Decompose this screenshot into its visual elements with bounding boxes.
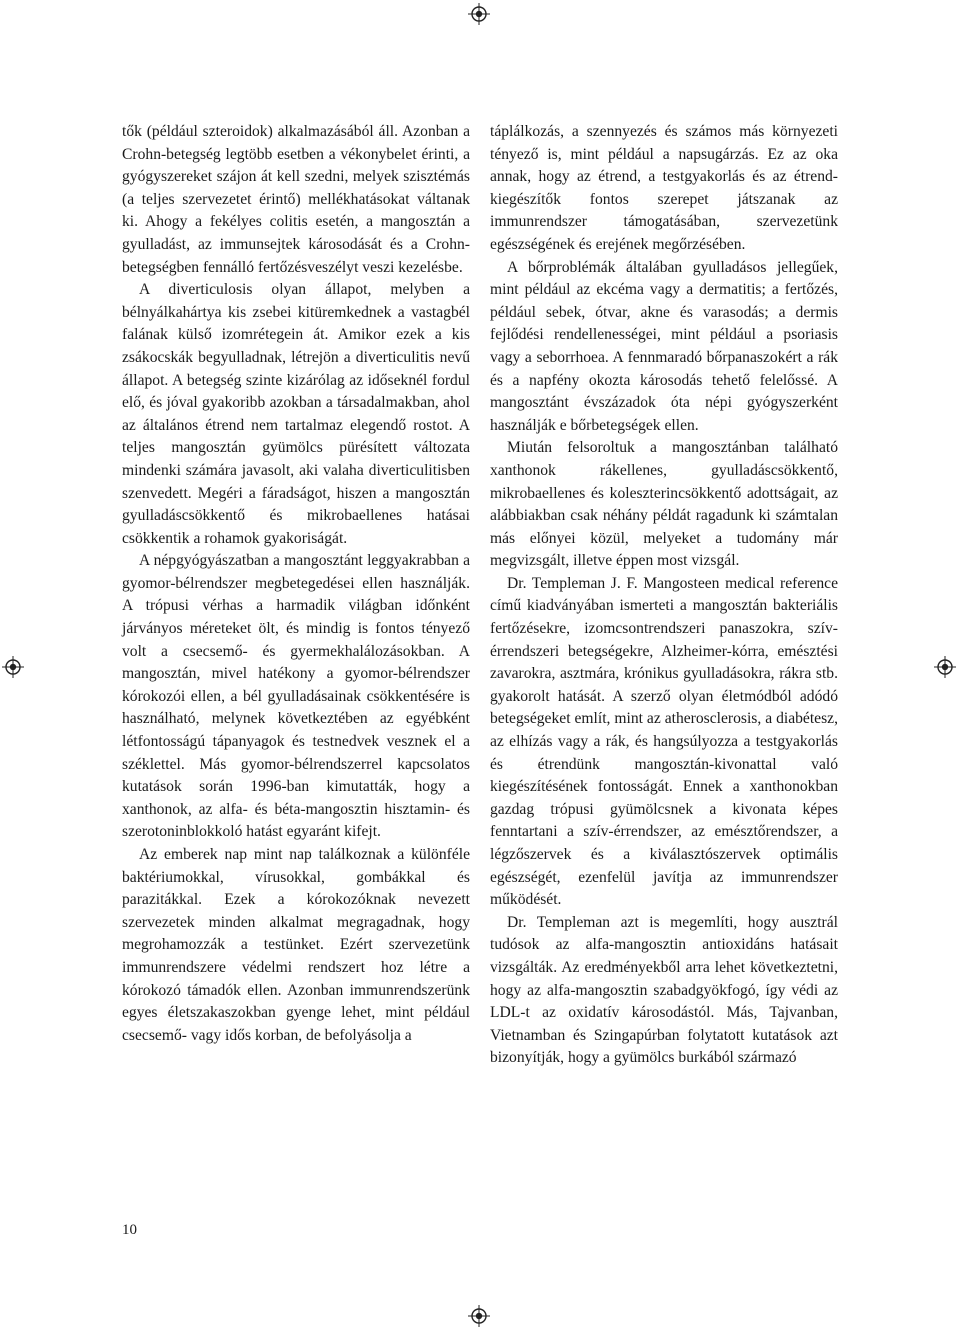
registration-mark-icon [468, 1305, 490, 1327]
registration-mark-icon [2, 656, 24, 678]
paragraph: Dr. Templeman azt is megemlíti, hogy ausztrál tudósok az alfa-mangosztin antioxidáns hatásait vizsgálták. Az eredményekből arra lehet következtetni, hogy az alfa-mangosztin szabadgyökfogó, így védi az LDL-t az oxidatív károsodástól. Más, Tajvanban, Vietnamban és Szingapúrban folytatott kutatások azt bizonyítják, hogy a gyümölcs burkából származó [490, 913, 838, 1067]
paragraph: tők (például szteroidok) alkalmazásából áll. Azonban a Crohn-betegség legtöbb esetben a vékonybelet érinti, a gyógyszereket szájon át kell szedni, melyek szisztémás (a teljes szervezetet érintő) mellékhatásokat váltanak ki. Ahogy a fekélyes colitis esetén, a mangosztán a gyulladást, az immunsejtek károsodását és a Crohn-betegségben fennálló fertőzésveszélyt veszi kezelésbe. [122, 123, 470, 276]
paragraph: A népgyógyászatban a mangosztánt leggyakrabban a gyomor-bélrendszer megbetegedései ellen használják. A trópusi vérhas a harmadik világban időnként járványos méreteket ölt, és mindig is fontos tényező volt a csecsemő- és gyermekhalálozásokban. A mangosztán, mivel hatékony a gyomor-bélrendszer kórokozói ellen, a bél gyulladásainak csökkentésére is használható, melynek következtében az egyébként létfontosságú tápanyagok és testnedvek vesznek el a széklettel. Más gyomor-bélrendszerrel kapcsolatos kutatások során 1996-ban kimutatták, hogy a xanthonok, az alfa- és béta-mangosztin hisztamin- és szerotoninblokkoló hatást egyaránt kifejt. [122, 552, 470, 841]
registration-mark-top [468, 3, 490, 25]
registration-mark-icon [468, 3, 490, 25]
left-column [122, 121, 470, 1047]
right-column [490, 121, 838, 1070]
registration-mark-left [2, 656, 24, 678]
registration-mark-bottom [468, 1305, 490, 1327]
paragraph: Az emberek nap mint nap találkoznak a különféle baktériumokkal, vírusokkal, gombákkal és parazitákkal. Ezek a kórokozóknak nevezett szervezetek minden alkalmat megragadnak, hogy megrohamozzák a testünket. Ezért szervezetünk immunrendszere védelmi rendszert hoz létre a kórokozó támadók ellen. Azonban immunrendszerünk egyes életszakaszokban gyenge lehet, mint például csecsemő- vagy idős korban, de befolyásolja a [122, 846, 470, 1044]
paragraph: Miután felsoroltuk a mangosztánban található xanthonok rákellenes, gyulladáscsökkentő, mikrobaellenes és koleszterincsökkentő adottságait, az alábbiakban csak néhány példát ragadunk ki számtalan más előnyei közül, melyeket a tudomány már megvizsgált, illetve éppen most vizsgál. [490, 439, 838, 570]
registration-mark-right [934, 656, 956, 678]
paragraph: A bőrproblémák általában gyulladásos jellegűek, mint például az ekcéma vagy a dermatitis; a fertőzés, például sebek, ótvar, akne és varasodás; a dermis fejlődési rendellenességei, mint például a psoriasis vagy a seborrhoea. A fennmaradó bőrpanaszokért a rák és a napfény okozta károsodás tehető felelőssé. A mangosztánt évszázadok óta népi gyógyszerként használják e bőrbetegségek ellen. [490, 258, 838, 434]
paragraph: A diverticulosis olyan állapot, melyben a bélnyálkahártya kis zsebei kitüremkednek a vastagbél falának külső izomrétegein át. Amikor ezek a kis zsákocskák begyulladnak, létrejön a diverticulitis nevű állapot. A betegség szinte kizárólag az időseknél fordul elő, és jóval gyakoribb azokban a társadalmakban, ahol az általános étrend nem tartalmaz elegendő rostot. A teljes mangosztán gyümölcs pürésített változata mindenki számára javasolt, aki valaha diverticulitisben szenvedett. Megéri a fáradságot, hiszen a mangosztán gyulladáscsökkentő és mikrobaellenes hatásai csökkentik a rohamok gyakoriságát. [122, 281, 470, 547]
paragraph: Dr. Templeman J. F. Mangosteen medical reference című kiadványában ismerteti a mangosztán bakteriális fertőzésekre, izomcsontrendszeri panaszokra, szív-érrendszeri betegségekre, Alzheimer-kórra, emésztési zavarokra, asztmára, krónikus gyulladásokra, rákra stb. gyakorolt hatását. A szerző olyan életmódból adódó betegségeket említ, mint az atherosclerosis, a diabétesz, az elhízás vagy a rák, és hangsúlyozza a testgyakorlás és étrendünk mangosztán-kivonattal való kiegészítésének fontosságát. Ennek a xanthonokban gazdag trópusi gyümölcsnek a kivonata képes fenntartani a szív-érrendszer, az emésztőrendszer, a légzőszervek és a kiválasztószervek optimális egészségét, ezenfelül javítja az immunrendszer működését. [490, 574, 838, 909]
page-number: 10 [122, 1222, 137, 1238]
registration-mark-icon [934, 656, 956, 678]
paragraph: táplálkozás, a szennyezés és számos más környezeti tényező is, mint például a napsugárzás. Ez az oka annak, hogy az étrend, a testgyakorlás és az étrend-kiegészítők fontos szerepet játszanak az immunrendszer támogatásában, szervezetünk egészségének és erejének megőrzésében. [490, 123, 838, 253]
